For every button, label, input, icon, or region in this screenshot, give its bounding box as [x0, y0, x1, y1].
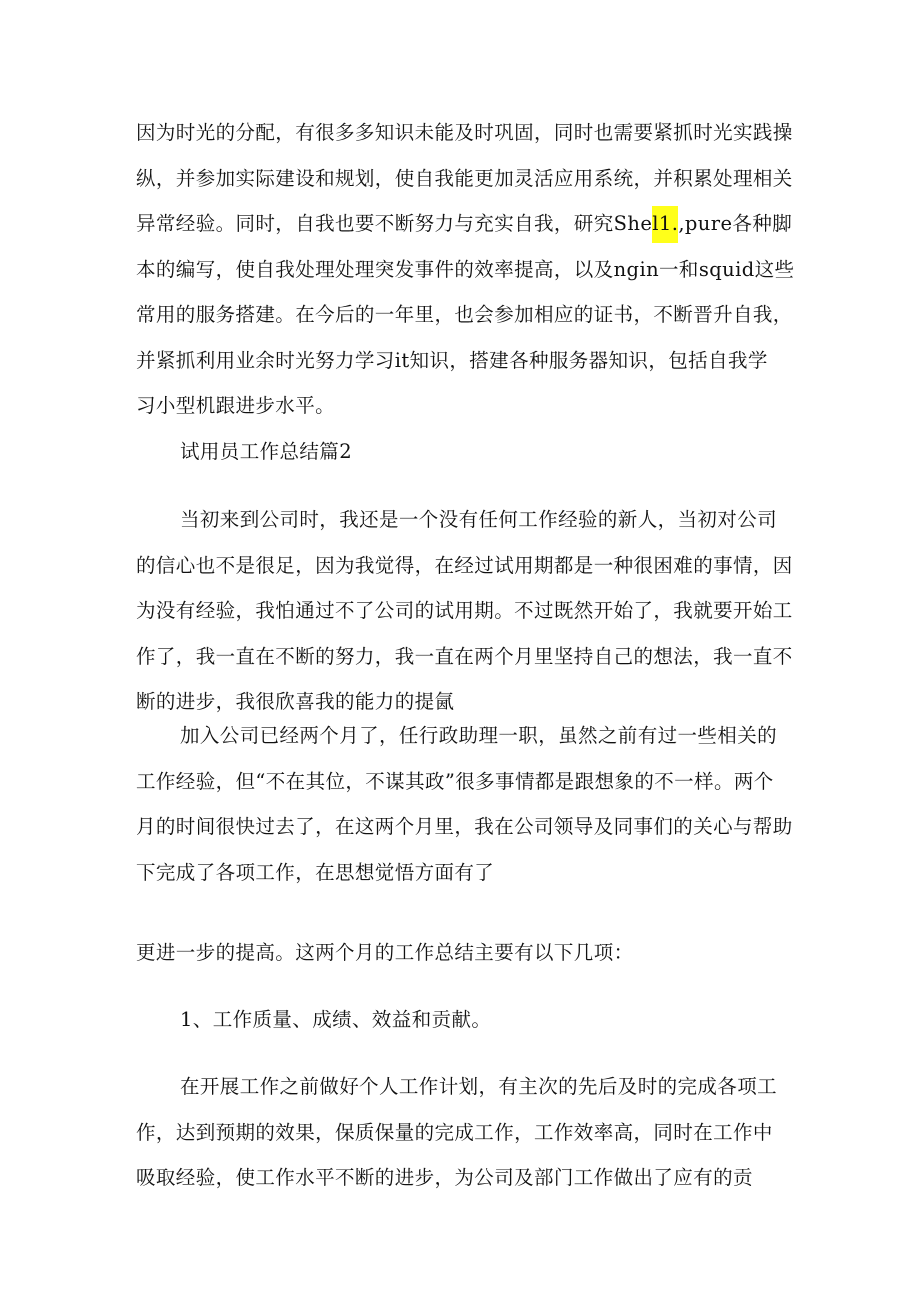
paragraph-3: [136, 713, 796, 895]
paragraph-2: [136, 497, 796, 725]
text-line: 当初来到公司时，我还是一个没有任何工作经验的新人，当初对公司: [180, 508, 778, 531]
text-line: 并紧抓利用业余时光努力学习it知识，搭建各种服务器知识，包括自我学: [136, 348, 768, 372]
text-run: ,pure各种脚: [678, 212, 793, 235]
text-line-with-highlight: [136, 201, 796, 247]
paragraph-1: [136, 110, 796, 429]
text-line: 加入公司已经两个月了，任行政助理一职，虽然之前有过一些相关的: [180, 724, 778, 747]
highlighted-text: l1.: [652, 206, 678, 243]
text-line: 断的进步，我很欣喜我的能力的提氤: [136, 690, 455, 713]
text-line: 更进一步的提高。这两个月的工作总结主要有以下几项：: [136, 941, 634, 964]
paragraph-5: [136, 1064, 796, 1201]
text-line: 纵，并参加实际建设和规划，使自我能更加灵活应用系统，并积累处理相关: [136, 166, 793, 190]
text-line: 在开展工作之前做好个人工作计划，有主次的先后及时的完成各项工: [180, 1075, 778, 1098]
text-line: 作了，我一直在不断的努力，我一直在两个月里坚持自己的想法，我一直不: [136, 644, 793, 668]
text-line: 因为时光的分配，有很多多知识未能及时巩固，同时也需要紧抓时光实践操: [136, 121, 793, 144]
text-line: 为没有经验，我怕通过不了公司的试用期。不过既然开始了，我就要开始工: [136, 599, 793, 622]
text-line: 习小型机跟进步水平。: [136, 394, 336, 417]
text-line: 下完成了各项工作，在思想觉悟方面有了: [136, 860, 495, 884]
text-line: 作，达到预期的效果，保质保量的完成工作，工作效率高，同时在工作中: [136, 1120, 773, 1144]
list-item-1: [136, 997, 796, 1043]
paragraph-4: [136, 930, 796, 976]
heading-text: 试用员工作总结篇2: [180, 440, 353, 463]
text-line: 的信心也不是很足，因为我觉得，在经过试用期都是一种很困难的事情，因: [136, 553, 793, 577]
list-item-text: 1、工作质量、成绩、效益和贡献。: [180, 1008, 492, 1031]
text-line: 吸取经验，使工作水平不断的进步，为公司及部门工作做出了应有的贡: [136, 1166, 753, 1189]
section-heading: [136, 429, 796, 475]
text-run: 异常经验。同时，自我也要不断努力与充实自我，研究She: [136, 212, 653, 235]
text-line: 工作经验，但“不在其位，不谋其政”很多事情都是跟想象的不一样。两个: [136, 769, 774, 793]
text-line: 常用的服务搭建。在今后的一年里，也会参加相应的证书，不断晋升自我，: [136, 303, 793, 326]
text-line: 本的编写，使自我处理处理突发事件的效率提高，以及ngin一和squid这些: [136, 257, 795, 281]
text-line: 月的时间很快过去了，在这两个月里，我在公司领导及同事们的关心与帮助: [136, 815, 793, 838]
